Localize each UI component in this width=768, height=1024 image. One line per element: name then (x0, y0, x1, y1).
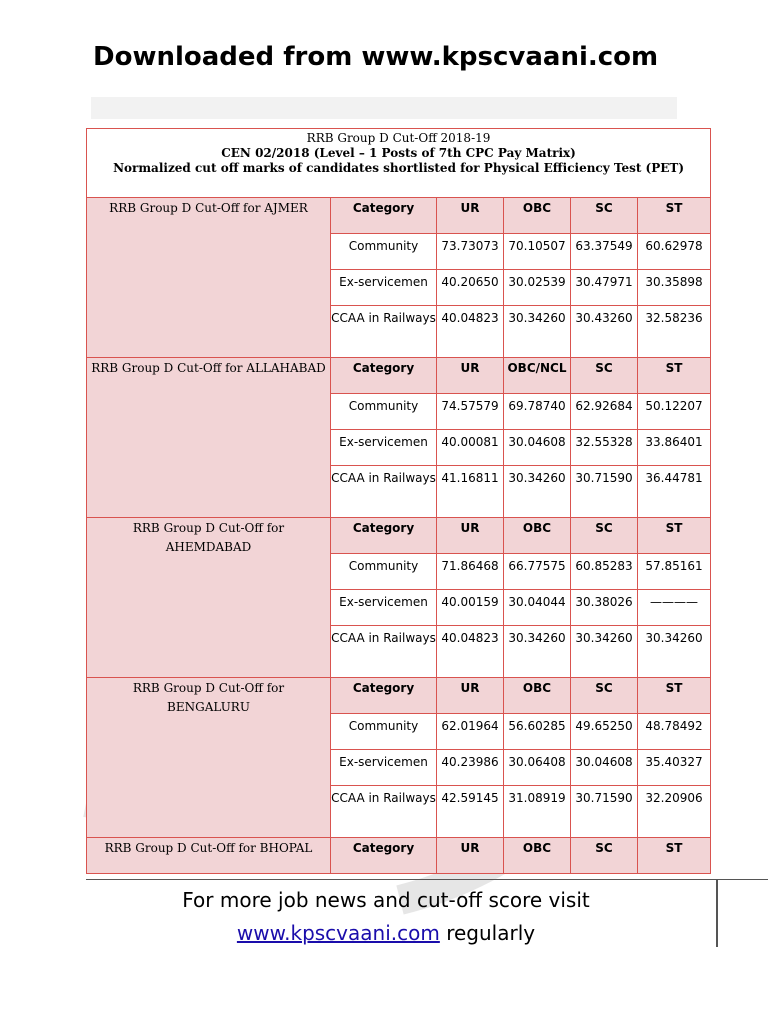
column-header: Category (331, 358, 437, 394)
table-title-line-2: CEN 02/2018 (Level – 1 Posts of 7th CPC Pay Matrix) (221, 146, 576, 160)
footer-divider (86, 879, 768, 880)
cutoff-value-cell: 30.04608 (571, 750, 638, 786)
column-header: ST (638, 518, 711, 554)
column-header: ST (638, 678, 711, 714)
column-header: SC (571, 518, 638, 554)
page-header-title: Downloaded from www.kpscvaani.com (93, 42, 659, 72)
cutoff-value-cell: 40.04823 (437, 306, 504, 358)
table-title-line-3: Normalized cut off marks of candidates shortlisted for Physical Efficiency Test (PET) (113, 161, 685, 175)
cutoff-value-cell: 30.02539 (504, 270, 571, 306)
cutoff-value-cell: 40.00159 (437, 590, 504, 626)
cutoff-value-cell: 30.71590 (571, 466, 638, 518)
cutoff-value-cell: 48.78492 (638, 714, 711, 750)
category-cell: Community (331, 554, 437, 590)
cutoff-value-cell: 74.57579 (437, 394, 504, 430)
cutoff-value-cell: 30.34260 (571, 626, 638, 678)
column-header: Category (331, 838, 437, 874)
column-header: ST (638, 838, 711, 874)
cutoff-value-cell: 73.73073 (437, 234, 504, 270)
cutoff-value-cell: 69.78740 (504, 394, 571, 430)
column-header: OBC (504, 198, 571, 234)
column-header: OBC (504, 518, 571, 554)
column-header: UR (437, 358, 504, 394)
cutoff-value-cell: 36.44781 (638, 466, 711, 518)
category-cell: Ex-servicemen (331, 750, 437, 786)
category-cell: Ex-servicemen (331, 270, 437, 306)
category-cell: CCAA in Railways (331, 786, 437, 838)
cutoff-table (86, 128, 711, 874)
zone-label: RRB Group D Cut-Off for BHOPAL (87, 838, 331, 874)
column-header: ST (638, 198, 711, 234)
table-title (87, 129, 711, 198)
category-cell: CCAA in Railways (331, 626, 437, 678)
cutoff-value-cell: 32.58236 (638, 306, 711, 358)
column-header: ST (638, 358, 711, 394)
zone-label: RRB Group D Cut-Off for AJMER (87, 198, 331, 358)
zone-header-row (87, 358, 711, 394)
cutoff-value-cell: 40.23986 (437, 750, 504, 786)
cutoff-value-cell: 30.34260 (638, 626, 711, 678)
cutoff-value-cell: 30.71590 (571, 786, 638, 838)
cutoff-value-cell: 50.12207 (638, 394, 711, 430)
column-header: OBC (504, 678, 571, 714)
cutoff-value-cell: 40.04823 (437, 626, 504, 678)
zone-label: RRB Group D Cut-Off for ALLAHABAD (87, 358, 331, 518)
cutoff-value-cell: 66.77575 (504, 554, 571, 590)
cutoff-value-cell: 60.85283 (571, 554, 638, 590)
zone-header-row (87, 838, 711, 874)
column-header: Category (331, 518, 437, 554)
column-header: UR (437, 518, 504, 554)
cutoff-value-cell: 33.86401 (638, 430, 711, 466)
zone-label: RRB Group D Cut-Off for BENGALURU (87, 678, 331, 838)
zone-header-row (87, 678, 711, 714)
cutoff-value-cell: 35.40327 (638, 750, 711, 786)
column-header: SC (571, 198, 638, 234)
cutoff-value-cell: 30.06408 (504, 750, 571, 786)
cutoff-value-cell: 30.34260 (504, 306, 571, 358)
column-header: Category (331, 678, 437, 714)
category-cell: Ex-servicemen (331, 590, 437, 626)
cutoff-value-cell: ———— (638, 590, 711, 626)
cutoff-value-cell: 70.10507 (504, 234, 571, 270)
column-header: UR (437, 678, 504, 714)
footer-line-1: For more job news and cut-off score visit (182, 888, 590, 912)
cutoff-value-cell: 32.20906 (638, 786, 711, 838)
column-header: Category (331, 198, 437, 234)
column-header: SC (571, 358, 638, 394)
cutoff-value-cell: 30.35898 (638, 270, 711, 306)
category-cell: CCAA in Railways (331, 466, 437, 518)
cutoff-value-cell: 30.34260 (504, 466, 571, 518)
zone-label: RRB Group D Cut-Off for AHEMDABAD (87, 518, 331, 678)
column-header: UR (437, 838, 504, 874)
zone-header-row (87, 198, 711, 234)
cutoff-value-cell: 30.04044 (504, 590, 571, 626)
cutoff-value-cell: 30.34260 (504, 626, 571, 678)
footer-website-link[interactable]: www.kpscvaani.com (236, 921, 440, 945)
cutoff-value-cell: 42.59145 (437, 786, 504, 838)
cutoff-value-cell: 40.20650 (437, 270, 504, 306)
footer-line-2 (86, 917, 686, 950)
cutoff-value-cell: 60.62978 (638, 234, 711, 270)
cutoff-value-cell: 30.43260 (571, 306, 638, 358)
category-cell: Community (331, 234, 437, 270)
cutoff-value-cell: 71.86468 (437, 554, 504, 590)
cutoff-value-cell: 30.04608 (504, 430, 571, 466)
cutoff-value-cell: 62.01964 (437, 714, 504, 750)
header-divider-band (91, 97, 677, 119)
footer-vertical-rule (716, 879, 718, 947)
footer-line-2-suffix: regularly (439, 921, 536, 945)
footer (86, 884, 686, 950)
category-cell: CCAA in Railways (331, 306, 437, 358)
cutoff-value-cell: 30.47971 (571, 270, 638, 306)
cutoff-value-cell: 41.16811 (437, 466, 504, 518)
cutoff-value-cell: 40.00081 (437, 430, 504, 466)
table-title-line-1: RRB Group D Cut-Off 2018-19 (306, 131, 491, 145)
category-cell: Ex-servicemen (331, 430, 437, 466)
cutoff-value-cell: 57.85161 (638, 554, 711, 590)
cutoff-value-cell: 62.92684 (571, 394, 638, 430)
column-header: SC (571, 678, 638, 714)
cutoff-value-cell: 31.08919 (504, 786, 571, 838)
cutoff-value-cell: 32.55328 (571, 430, 638, 466)
cutoff-value-cell: 30.38026 (571, 590, 638, 626)
column-header: OBC/NCL (504, 358, 571, 394)
category-cell: Community (331, 394, 437, 430)
category-cell: Community (331, 714, 437, 750)
column-header: OBC (504, 838, 571, 874)
cutoff-value-cell: 56.60285 (504, 714, 571, 750)
cutoff-value-cell: 63.37549 (571, 234, 638, 270)
column-header: UR (437, 198, 504, 234)
zone-header-row (87, 518, 711, 554)
cutoff-value-cell: 49.65250 (571, 714, 638, 750)
column-header: SC (571, 838, 638, 874)
